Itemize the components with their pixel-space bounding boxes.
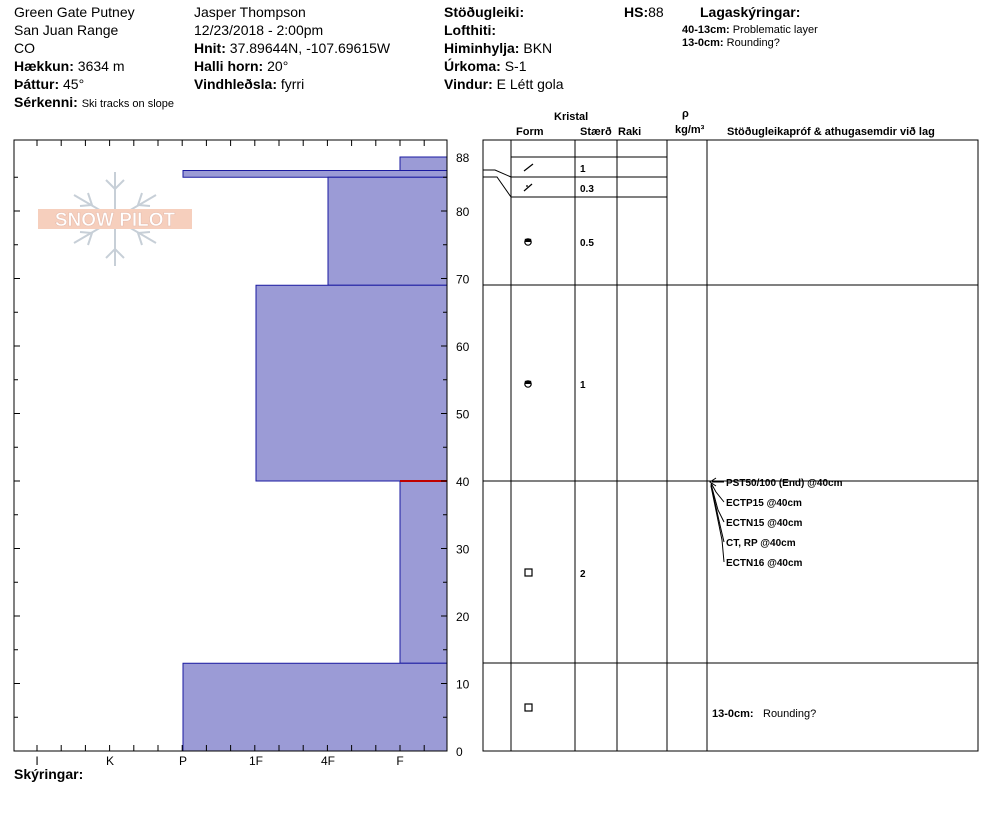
layer-row-lines	[483, 157, 978, 663]
depth-tick-label: 20	[456, 610, 470, 624]
snowpilot-logo	[38, 172, 192, 266]
observer: Jasper Thompson	[194, 4, 306, 20]
layer-bar	[400, 481, 447, 663]
faceted-crystal-icon	[525, 704, 532, 711]
hardness-labels	[35, 754, 403, 768]
test-pointers	[710, 478, 724, 562]
stability-label: Stöðugleiki:	[444, 4, 525, 20]
wind-label: Vindur:	[444, 76, 493, 92]
logo-text: SNOW PILOT	[54, 210, 176, 231]
aspect-label: Þáttur:	[14, 76, 60, 92]
elevation-label: Hækkun:	[14, 58, 74, 74]
depth-labels	[456, 151, 470, 759]
depth-tick-label: 10	[456, 677, 470, 692]
layer-bar	[256, 285, 447, 481]
depth-tick-label: 30	[456, 542, 470, 557]
moisture-header: Raki	[618, 126, 642, 138]
coords-value: 37.89644N, -107.69615W	[229, 40, 391, 56]
rounded-faceted-icon	[525, 239, 531, 245]
precip-particle-icon	[524, 164, 533, 171]
layer-table-frame	[483, 140, 978, 751]
grain-size-labels	[580, 164, 594, 580]
rounded-faceted-icon	[525, 381, 531, 387]
size-header: Stærð	[580, 126, 612, 138]
layer-note-text: Rounding?	[726, 37, 780, 49]
depth-tick-label: 80	[456, 205, 470, 219]
location: Green Gate Putney	[14, 4, 135, 20]
test-result: ECTN16 @40cm	[726, 558, 803, 569]
hardness-tick-label: K	[105, 754, 115, 768]
depth-tick-label: 88	[456, 151, 470, 165]
hs-label: HS:	[624, 4, 649, 20]
wind-value: E Létt gola	[496, 76, 564, 92]
hardness-tick-label: 1F	[248, 754, 264, 768]
grain-size-label: 1	[580, 380, 586, 391]
slope-value: 20°	[267, 58, 289, 74]
layer-connectors	[483, 170, 511, 197]
grain-form-symbols	[524, 164, 533, 711]
features-value: Ski tracks on slope	[81, 98, 175, 110]
aspect-value: 45°	[63, 76, 85, 92]
hardness-tick-label: P	[178, 754, 188, 768]
footer-label: Skýringar:	[14, 766, 84, 782]
density-unit-header: kg/m³	[675, 124, 705, 136]
bottom-comment-range: 13-0cm:	[712, 708, 754, 720]
hs-value: 88	[648, 4, 664, 20]
layer-note-range: 40-13cm:	[682, 24, 730, 36]
form-header: Form	[516, 126, 544, 138]
layer-bar	[183, 171, 447, 178]
range: San Juan Range	[14, 22, 119, 38]
decomposing-fragment-icon	[524, 184, 532, 191]
wind-loading-value: fyrri	[280, 76, 305, 92]
grain-size-label: 2	[580, 569, 586, 580]
sky-label: Himinhylja:	[444, 40, 520, 56]
elevation-value: 3634 m	[77, 58, 125, 74]
precip-label: Úrkoma:	[444, 58, 501, 74]
test-result: ECTN15 @40cm	[726, 518, 803, 529]
layer-bar	[328, 177, 447, 285]
depth-tick-label: 70	[456, 272, 470, 287]
depth-tick-label: 50	[456, 407, 470, 422]
crystal-header: Kristal	[554, 111, 589, 123]
layer-notes-label: Lagaskýringar:	[700, 4, 801, 20]
hardness-tick-label: I	[35, 754, 39, 768]
datetime: 12/23/2018 - 2:00pm	[194, 22, 324, 38]
grain-size-label: 1	[580, 164, 586, 175]
state: CO	[14, 40, 35, 56]
sky-value: BKN	[523, 40, 553, 56]
hardness-tick-label: F	[396, 754, 404, 768]
air-temp-label: Lofthiti:	[444, 22, 497, 38]
depth-tick-label: 0	[456, 745, 463, 759]
coords-label: Hnit:	[194, 40, 226, 56]
faceted-crystal-icon	[525, 569, 532, 576]
precip-value: S-1	[504, 58, 527, 74]
depth-tick-label: 60	[456, 340, 470, 354]
tests-header: Stöðugleikapróf & athugasemdir við lag	[727, 126, 935, 138]
wind-loading-label: Vindhleðsla:	[194, 76, 277, 92]
rho-header: ρ	[682, 108, 689, 120]
layer-bar	[183, 663, 447, 751]
hardness-tick-label: 4F	[320, 754, 336, 768]
layer-note-range: 13-0cm:	[682, 37, 724, 49]
test-result: ECTP15 @40cm	[726, 498, 802, 509]
layer-bar	[400, 157, 447, 171]
grain-size-label: 0.3	[580, 184, 594, 195]
bottom-comment-text: Rounding?	[763, 708, 817, 720]
test-result: CT, RP @40cm	[726, 538, 796, 549]
slope-label: Halli horn:	[194, 58, 264, 74]
depth-tick-label: 40	[456, 475, 470, 489]
hardness-bars	[183, 157, 447, 751]
grain-size-label: 0.5	[580, 238, 594, 249]
features-label: Sérkenni:	[14, 94, 78, 110]
layer-note-text: Problematic layer	[732, 24, 818, 36]
stability-tests	[726, 478, 843, 569]
test-result: PST50/100 (End) @40cm	[726, 478, 843, 489]
